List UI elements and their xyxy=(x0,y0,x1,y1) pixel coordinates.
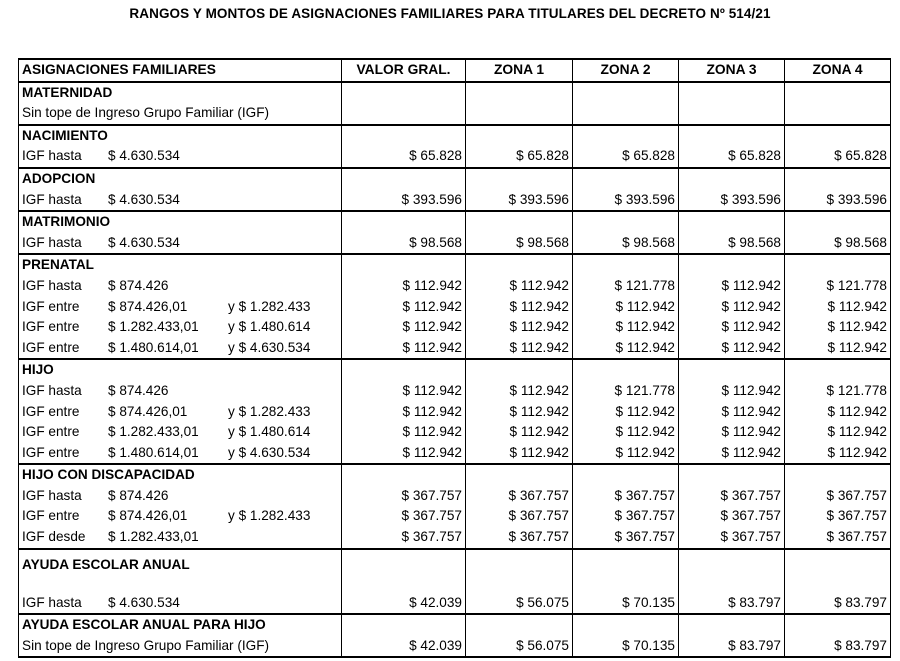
zona-4-cell: $ 112.942 xyxy=(785,422,891,443)
zona-1-cell: $ 112.942 xyxy=(466,338,573,360)
section-maternidad xyxy=(19,82,891,125)
table-row xyxy=(19,443,891,465)
empty-cell xyxy=(342,168,466,190)
range-cell xyxy=(19,297,342,318)
table-row xyxy=(19,422,891,443)
header-zona-2: ZONA 2 xyxy=(573,59,679,82)
empty-cell xyxy=(785,168,891,190)
empty-cell xyxy=(785,211,891,233)
header-asignaciones: ASIGNACIONES FAMILIARES xyxy=(19,59,342,82)
header-zona-1: ZONA 1 xyxy=(466,59,573,82)
zona-2-cell: $ 112.942 xyxy=(573,338,679,360)
range-label: Sin tope de Ingreso Grupo Familiar (IGF) xyxy=(22,637,270,653)
zona-4-cell: $ 367.757 xyxy=(785,527,891,549)
valor-gral-cell: $ 367.757 xyxy=(342,486,466,507)
header-row xyxy=(19,59,891,82)
valor-gral-cell: $ 367.757 xyxy=(342,527,466,549)
zona-3-cell: $ 98.568 xyxy=(679,233,785,255)
table-row xyxy=(19,636,891,658)
section-title-row xyxy=(19,359,891,381)
section-hijo-con-discapacidad xyxy=(19,464,891,548)
valor-gral-cell: $ 367.757 xyxy=(342,506,466,527)
empty-cell xyxy=(573,168,679,190)
zona-2-cell: $ 112.942 xyxy=(573,402,679,423)
range-label: IGF entre xyxy=(22,339,80,355)
zona-3-cell: $ 367.757 xyxy=(679,486,785,507)
zona-2-cell: $ 70.135 xyxy=(573,636,679,658)
empty-cell xyxy=(342,549,466,580)
section-nacimiento xyxy=(19,125,891,168)
empty-cell xyxy=(573,211,679,233)
range-cell xyxy=(19,276,342,297)
empty-cell xyxy=(466,211,573,233)
zona-2-cell: $ 121.778 xyxy=(573,276,679,297)
range-min: $ 4.630.534 xyxy=(108,148,180,164)
section-title: NACIMIENTO xyxy=(19,125,342,147)
zona-1-cell: $ 112.942 xyxy=(466,317,573,338)
table-row xyxy=(19,233,891,255)
empty-cell xyxy=(466,359,573,381)
empty-cell xyxy=(342,125,466,147)
empty-cell xyxy=(573,580,679,593)
valor-gral-cell: $ 65.828 xyxy=(342,146,466,168)
empty-cell xyxy=(573,464,679,486)
zona-4-cell: $ 98.568 xyxy=(785,233,891,255)
table-row xyxy=(19,527,891,549)
zona-3-cell: $ 393.596 xyxy=(679,190,785,212)
zona-4-cell: $ 112.942 xyxy=(785,317,891,338)
valor-gral-cell: $ 393.596 xyxy=(342,190,466,212)
empty-cell xyxy=(785,125,891,147)
section-title-row xyxy=(19,464,891,486)
zona-2-cell: $ 112.942 xyxy=(573,443,679,465)
zona-3-cell: $ 112.942 xyxy=(679,297,785,318)
empty-cell xyxy=(342,580,466,593)
range-label: IGF entre xyxy=(22,319,80,335)
range-min: $ 1.480.614,01 xyxy=(108,444,199,460)
empty-cell xyxy=(466,580,573,593)
zona-1-cell: $ 393.596 xyxy=(466,190,573,212)
spacer-row xyxy=(19,580,891,593)
section-title: MATERNIDAD xyxy=(19,82,342,104)
empty-cell xyxy=(679,168,785,190)
section-hijo xyxy=(19,359,891,464)
valor-gral-cell: $ 98.568 xyxy=(342,233,466,255)
section-title: HIJO xyxy=(19,359,342,381)
range-max: y $ 4.630.534 xyxy=(228,339,311,355)
zona-1-cell: $ 112.942 xyxy=(466,381,573,402)
zona-1-cell: $ 65.828 xyxy=(466,146,573,168)
section-prenatal xyxy=(19,254,891,359)
zona-3-cell: $ 112.942 xyxy=(679,402,785,423)
valor-gral-cell: $ 42.039 xyxy=(342,636,466,658)
range-min: $ 874.426,01 xyxy=(108,403,188,419)
valor-gral-cell: $ 112.942 xyxy=(342,297,466,318)
zona-2-cell: $ 393.596 xyxy=(573,190,679,212)
empty-cell xyxy=(342,464,466,486)
empty-cell xyxy=(342,211,466,233)
empty-cell xyxy=(573,82,679,104)
empty-cell xyxy=(679,464,785,486)
range-cell xyxy=(19,338,342,360)
empty-cell xyxy=(679,614,785,636)
zona-1-cell xyxy=(466,103,573,125)
document-title: RANGOS Y MONTOS DE ASIGNACIONES FAMILIARES PARA TITULARES DEL DECRETO Nº 514/21 xyxy=(129,6,771,21)
empty-cell xyxy=(466,125,573,147)
zona-1-cell: $ 367.757 xyxy=(466,486,573,507)
zona-4-cell: $ 112.942 xyxy=(785,402,891,423)
table-row xyxy=(19,381,891,402)
zona-4-cell: $ 112.942 xyxy=(785,443,891,465)
range-label: IGF entre xyxy=(22,403,80,419)
zona-2-cell: $ 112.942 xyxy=(573,297,679,318)
zona-1-cell: $ 112.942 xyxy=(466,297,573,318)
empty-cell xyxy=(785,464,891,486)
valor-gral-cell: $ 112.942 xyxy=(342,402,466,423)
table-row xyxy=(19,190,891,212)
zona-3-cell: $ 367.757 xyxy=(679,506,785,527)
range-label: IGF entre xyxy=(22,508,80,524)
zona-1-cell: $ 112.942 xyxy=(466,422,573,443)
section-title: AYUDA ESCOLAR ANUAL xyxy=(19,549,342,580)
zona-4-cell: $ 65.828 xyxy=(785,146,891,168)
empty-cell xyxy=(785,549,891,580)
section-ayuda-escolar-anual-para-hijo xyxy=(19,614,891,657)
empty-cell xyxy=(466,549,573,580)
section-title-row xyxy=(19,211,891,233)
empty-cell xyxy=(573,254,679,276)
valor-gral-cell: $ 112.942 xyxy=(342,422,466,443)
empty-cell xyxy=(679,125,785,147)
empty-cell xyxy=(466,614,573,636)
table-row xyxy=(19,593,891,615)
valor-gral-cell xyxy=(342,103,466,125)
table-row xyxy=(19,402,891,423)
section-title: AYUDA ESCOLAR ANUAL PARA HIJO xyxy=(19,614,342,636)
zona-1-cell: $ 367.757 xyxy=(466,506,573,527)
range-max: y $ 1.282.433 xyxy=(228,298,311,314)
empty-cell xyxy=(679,359,785,381)
zona-2-cell: $ 70.135 xyxy=(573,593,679,615)
table-row xyxy=(19,103,891,125)
range-label: IGF entre xyxy=(22,298,80,314)
empty-cell xyxy=(466,254,573,276)
zona-2-cell: $ 121.778 xyxy=(573,381,679,402)
zona-1-cell: $ 98.568 xyxy=(466,233,573,255)
range-label: IGF entre xyxy=(22,424,80,440)
empty-cell xyxy=(342,359,466,381)
range-min: $ 874.426,01 xyxy=(108,508,188,524)
section-title-row xyxy=(19,614,891,636)
zona-1-cell: $ 56.075 xyxy=(466,593,573,615)
table-row xyxy=(19,338,891,360)
empty-cell xyxy=(679,82,785,104)
range-max: y $ 1.480.614 xyxy=(228,424,311,440)
zona-2-cell: $ 112.942 xyxy=(573,422,679,443)
range-max: y $ 1.480.614 xyxy=(228,319,311,335)
empty-cell xyxy=(785,580,891,593)
range-label: IGF hasta xyxy=(22,594,82,610)
range-min: $ 4.630.534 xyxy=(108,191,180,207)
empty-cell xyxy=(785,359,891,381)
empty-cell xyxy=(573,614,679,636)
range-cell xyxy=(19,233,342,255)
table-row xyxy=(19,276,891,297)
zona-4-cell: $ 393.596 xyxy=(785,190,891,212)
section-title-row xyxy=(19,549,891,580)
valor-gral-cell: $ 112.942 xyxy=(342,317,466,338)
range-cell xyxy=(19,317,342,338)
range-min: $ 1.282.433,01 xyxy=(108,319,199,335)
range-cell xyxy=(19,146,342,168)
zona-4-cell: $ 112.942 xyxy=(785,297,891,318)
range-min: $ 874.426,01 xyxy=(108,298,188,314)
empty-cell xyxy=(679,254,785,276)
header-zona-4: ZONA 4 xyxy=(785,59,891,82)
empty-cell xyxy=(573,359,679,381)
range-cell xyxy=(19,190,342,212)
header-valor-gral: VALOR GRAL. xyxy=(342,59,466,82)
zona-3-cell: $ 112.942 xyxy=(679,381,785,402)
zona-1-cell: $ 112.942 xyxy=(466,443,573,465)
range-min: $ 874.426 xyxy=(108,487,169,503)
zona-3-cell: $ 112.942 xyxy=(679,422,785,443)
range-cell xyxy=(19,443,342,465)
zona-4-cell: $ 121.778 xyxy=(785,276,891,297)
section-matrimonio xyxy=(19,211,891,254)
zona-2-cell: $ 367.757 xyxy=(573,486,679,507)
range-cell xyxy=(19,402,342,423)
zona-2-cell: $ 98.568 xyxy=(573,233,679,255)
zona-2-cell xyxy=(573,103,679,125)
table-row xyxy=(19,146,891,168)
section-title: MATRIMONIO xyxy=(19,211,342,233)
empty-cell xyxy=(785,82,891,104)
section-title: HIJO CON DISCAPACIDAD xyxy=(19,464,342,486)
table-row xyxy=(19,506,891,527)
range-max: y $ 4.630.534 xyxy=(228,444,311,460)
section-ayuda-escolar-anual xyxy=(19,549,891,615)
table-row xyxy=(19,317,891,338)
range-min: $ 874.426 xyxy=(108,277,169,293)
section-adopcion xyxy=(19,168,891,211)
empty-cell xyxy=(19,580,342,593)
range-label: IGF hasta xyxy=(22,234,82,250)
range-label: IGF hasta xyxy=(22,487,82,503)
range-cell xyxy=(19,381,342,402)
range-min: $ 4.630.534 xyxy=(108,234,180,250)
range-cell xyxy=(19,593,342,615)
zona-4-cell: $ 121.778 xyxy=(785,381,891,402)
range-label: IGF entre xyxy=(22,444,80,460)
empty-cell xyxy=(466,168,573,190)
range-label: IGF hasta xyxy=(22,277,82,293)
valor-gral-cell: $ 112.942 xyxy=(342,381,466,402)
zona-3-cell: $ 112.942 xyxy=(679,317,785,338)
header-zona-3: ZONA 3 xyxy=(679,59,785,82)
zona-3-cell: $ 112.942 xyxy=(679,443,785,465)
range-min: $ 1.282.433,01 xyxy=(108,424,199,440)
range-cell xyxy=(19,506,342,527)
range-cell xyxy=(19,422,342,443)
empty-cell xyxy=(573,125,679,147)
zona-1-cell: $ 112.942 xyxy=(466,276,573,297)
zona-4-cell: $ 83.797 xyxy=(785,593,891,615)
range-cell xyxy=(19,486,342,507)
empty-cell xyxy=(679,211,785,233)
range-label: IGF hasta xyxy=(22,191,82,207)
section-title-row xyxy=(19,82,891,104)
empty-cell xyxy=(573,549,679,580)
zona-2-cell: $ 112.942 xyxy=(573,317,679,338)
range-label: IGF hasta xyxy=(22,382,82,398)
zona-1-cell: $ 367.757 xyxy=(466,527,573,549)
zona-2-cell: $ 367.757 xyxy=(573,506,679,527)
range-label: IGF hasta xyxy=(22,148,82,164)
zona-4-cell: $ 367.757 xyxy=(785,506,891,527)
valor-gral-cell: $ 42.039 xyxy=(342,593,466,615)
zona-3-cell: $ 367.757 xyxy=(679,527,785,549)
range-cell xyxy=(19,636,342,658)
range-cell xyxy=(19,103,342,125)
empty-cell xyxy=(466,464,573,486)
zona-3-cell xyxy=(679,103,785,125)
table-row xyxy=(19,297,891,318)
range-min: $ 1.282.433,01 xyxy=(108,529,199,545)
range-min: $ 4.630.534 xyxy=(108,594,180,610)
zona-3-cell: $ 65.828 xyxy=(679,146,785,168)
zona-3-cell: $ 112.942 xyxy=(679,276,785,297)
empty-cell xyxy=(679,580,785,593)
zona-1-cell: $ 112.942 xyxy=(466,402,573,423)
section-title-row xyxy=(19,125,891,147)
zona-4-cell: $ 112.942 xyxy=(785,338,891,360)
valor-gral-cell: $ 112.942 xyxy=(342,276,466,297)
empty-cell xyxy=(679,549,785,580)
zona-3-cell: $ 83.797 xyxy=(679,636,785,658)
empty-cell xyxy=(342,82,466,104)
zona-1-cell: $ 56.075 xyxy=(466,636,573,658)
zona-3-cell: $ 112.942 xyxy=(679,338,785,360)
table-row xyxy=(19,486,891,507)
zona-4-cell xyxy=(785,103,891,125)
allowances-table xyxy=(18,58,891,658)
valor-gral-cell: $ 112.942 xyxy=(342,443,466,465)
range-max: y $ 1.282.433 xyxy=(228,508,311,524)
section-title: PRENATAL xyxy=(19,254,342,276)
zona-2-cell: $ 367.757 xyxy=(573,527,679,549)
zona-4-cell: $ 367.757 xyxy=(785,486,891,507)
valor-gral-cell: $ 112.942 xyxy=(342,338,466,360)
section-title-row xyxy=(19,254,891,276)
empty-cell xyxy=(785,614,891,636)
empty-cell xyxy=(342,254,466,276)
zona-2-cell: $ 65.828 xyxy=(573,146,679,168)
empty-cell xyxy=(466,82,573,104)
range-label: IGF desde xyxy=(22,529,86,545)
empty-cell xyxy=(785,254,891,276)
empty-cell xyxy=(342,614,466,636)
range-cell xyxy=(19,527,342,549)
section-title: ADOPCION xyxy=(19,168,342,190)
range-max: y $ 1.282.433 xyxy=(228,403,311,419)
range-label: Sin tope de Ingreso Grupo Familiar (IGF) xyxy=(22,105,270,121)
zona-3-cell: $ 83.797 xyxy=(679,593,785,615)
zona-4-cell: $ 83.797 xyxy=(785,636,891,658)
section-title-row xyxy=(19,168,891,190)
range-min: $ 874.426 xyxy=(108,382,169,398)
range-min: $ 1.480.614,01 xyxy=(108,339,199,355)
